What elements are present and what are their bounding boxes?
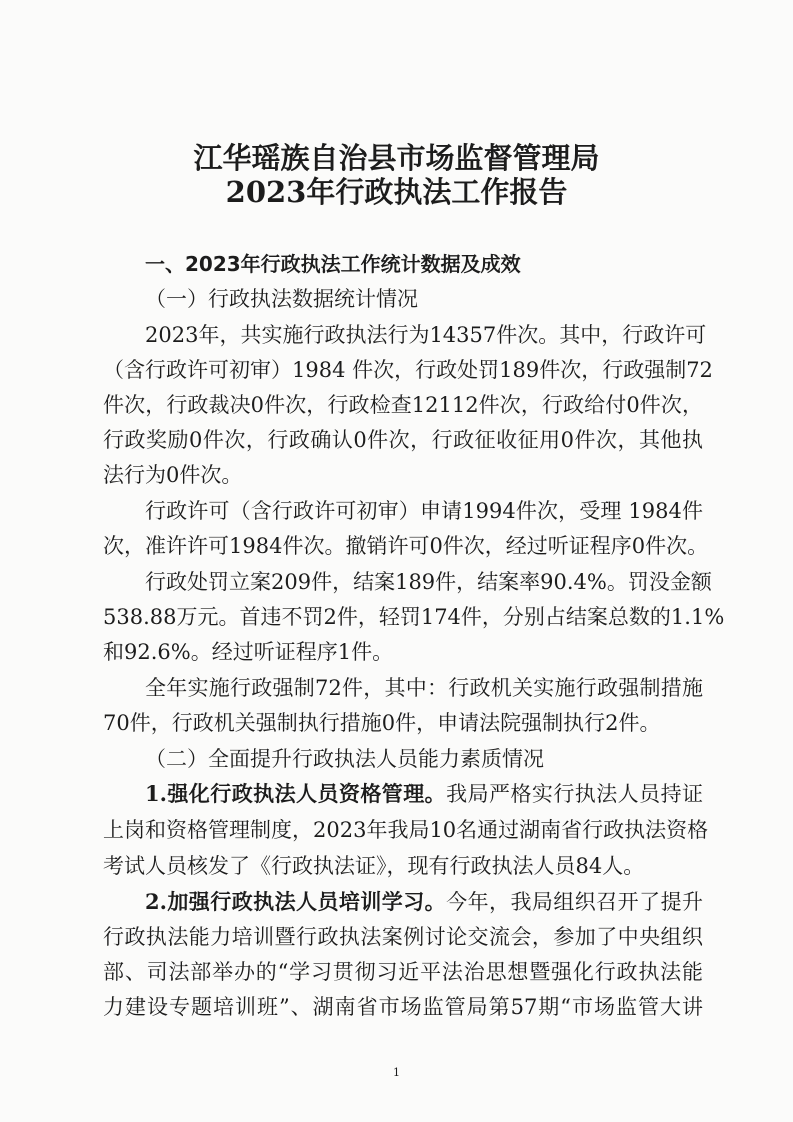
paragraph-line: 上岗和资格管理制度，2023年我局10名通过湖南省行政执法资格: [103, 818, 709, 842]
page-number: 1: [393, 1066, 400, 1079]
paragraph-line: 力建设专题培训班”、湖南省市场监管局第57期“市场监管大讲: [103, 995, 703, 1019]
item-1-text: 我局严格实行执法人员持证: [446, 782, 704, 806]
item-2-heading: 2.加强行政执法人员培训学习。: [145, 889, 447, 914]
paragraph-line: 行政奖励0件次，行政确认0件次，行政征收征用0件次，其他执: [103, 428, 703, 452]
paragraph-line: 次，准许许可1984件次。撤销许可0件次，经过听证程序0件次。: [103, 534, 709, 558]
paragraph-line: 行政处罚立案209件，结案189件，结案率90.4%。罚没金额: [145, 570, 712, 594]
section-heading-1: 一、2023年行政执法工作统计数据及成效: [145, 252, 521, 276]
paragraph-line: 全年实施行政强制72件，其中：行政机关实施行政强制措施: [145, 676, 703, 700]
paragraph-line: 行政许可（含行政许可初审）申请1994件次，受理 1984件: [145, 499, 703, 523]
item-2-line: [145, 887, 703, 917]
subsection-heading-1: （一）行政执法数据统计情况: [145, 287, 418, 311]
paragraph-line: 538.88万元。首违不罚2件，轻罚174件，分别占结案总数的1.1%: [103, 605, 725, 629]
paragraph-line: （含行政许可初审）1984 件次，行政处罚189件次，行政强制72: [103, 358, 713, 382]
paragraph-line: 70件，行政机关强制执行措施0件，申请法院强制执行2件。: [103, 711, 661, 735]
title-line-1: 江华瑶族自治县市场监督管理局: [193, 141, 600, 175]
paragraph-line: 考试人员核发了《行政执法证》，现有行政执法人员84人。: [103, 854, 645, 878]
item-2-text: 今年，我局组织召开了提升: [446, 890, 704, 914]
title-line-2: 2023年行政执法工作报告: [225, 175, 568, 209]
paragraph-line: 和92.6%。经过听证程序1件。: [103, 640, 394, 664]
paragraph-line: 行政执法能力培训暨行政执法案例讨论交流会，参加了中央组织: [103, 925, 703, 949]
subsection-heading-2: （二）全面提升行政执法人员能力素质情况: [145, 747, 544, 771]
item-1-line: [145, 779, 703, 809]
paragraph-line: 部、司法部举办的“学习贯彻习近平法治思想暨强化行政执法能: [103, 960, 703, 984]
paragraph-line: 件次，行政裁决0件次，行政检查12112件次，行政给付0件次，: [103, 393, 703, 417]
paragraph-line: 法行为0件次。: [103, 463, 243, 487]
paragraph-line: 2023年，共实施行政执法行为14357件次。其中，行政许可: [145, 323, 707, 347]
item-1-heading: 1.强化行政执法人员资格管理。: [145, 781, 447, 806]
